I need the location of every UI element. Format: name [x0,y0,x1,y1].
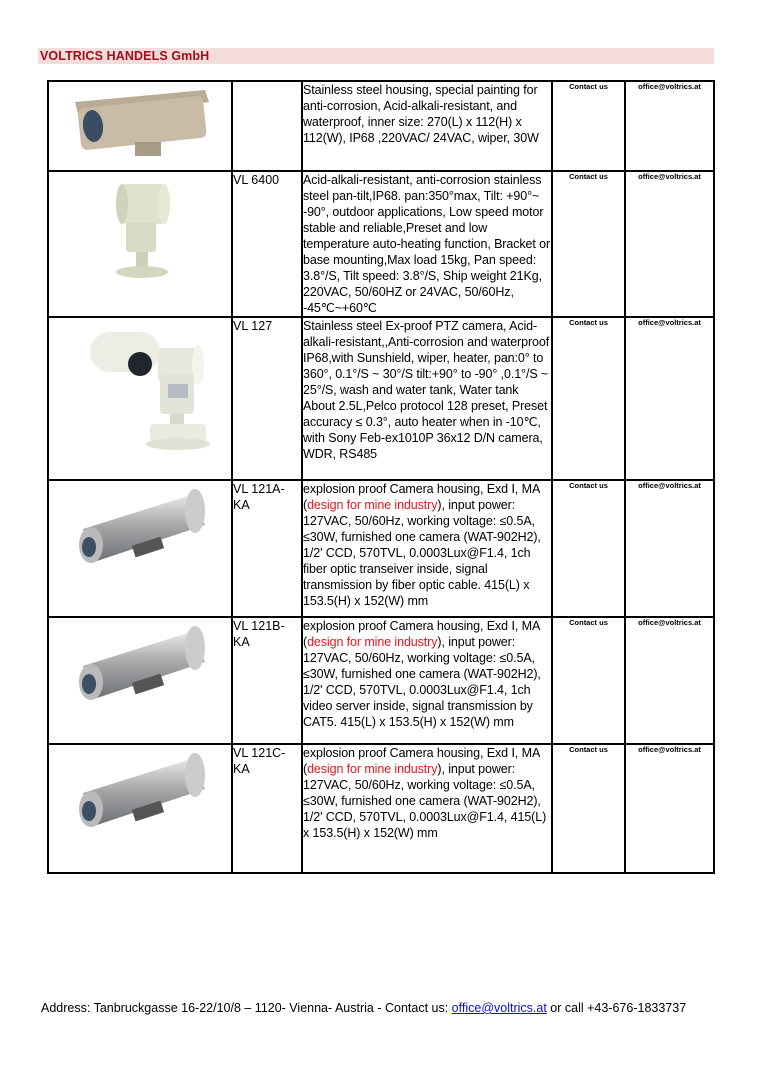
product-model-text: VL 121C-KA [233,746,286,776]
email-text: office@voltrics.at [638,745,701,754]
product-model [232,617,302,744]
footer-address [41,1001,686,1015]
product-row [48,81,714,171]
mine-industry-highlight: design for mine industry [307,762,438,776]
product-model [232,744,302,873]
product-model [232,171,302,317]
product-image-cell [48,617,232,744]
product-image-stainless-explosion-proof-housing [49,745,231,835]
product-row [48,317,714,480]
company-name: VOLTRICS HANDELS GmbH [40,49,210,63]
email-text: office@voltrics.at [638,618,701,627]
product-description [302,171,552,317]
email-cell [625,171,714,317]
contact-us-text: Contact us [569,172,608,181]
contact-us-cell [552,317,625,480]
contact-us-text: Contact us [569,745,608,754]
email-text: office@voltrics.at [638,318,701,327]
product-image-stainless-explosion-proof-housing [49,481,231,571]
contact-us-text: Contact us [569,481,608,490]
mine-industry-highlight: design for mine industry [307,498,438,512]
product-row [48,744,714,873]
contact-us-text: Contact us [569,618,608,627]
product-image-beige-camera-housing [49,82,231,162]
product-model-text: VL 121A-KA [233,482,285,512]
email-text: office@voltrics.at [638,172,701,181]
product-model-text: VL 121B-KA [233,619,285,649]
description-text: ), input power: 127VAC, 50/60Hz, working voltage: ≤0.5A, ≤30W, furnished one camera (WAT-902H2), 1/2' CCD, 570TVL, 0.0003Lux@F1.4, 1ch video server inside, signal transmission by CAT5. 415(L) x 153.5(H) x 152(W) mm [303,635,541,729]
product-row [48,617,714,744]
product-image-cell [48,171,232,317]
product-description [302,617,552,744]
contact-us-cell [552,480,625,617]
product-row [48,171,714,317]
contact-us-cell [552,744,625,873]
description-text: ), input power: 127VAC, 50/60Hz, working voltage: ≤0.5A, ≤30W, furnished one camera (WAT-902H2), 1/2' CCD, 570TVL, 0.0003Lux@F1.4, 415(L) x 153.5(H) x 152(W) mm [303,762,547,840]
description-text: Stainless steel Ex-proof PTZ camera, Acid-alkali-resistant,,Anti-corrosion and waterproof IP68,with Sunshield, wiper, heater, pan:0° to 360°, 0.1°/S ~ 30°/S tilt:+90° to -90° ,0.1°/S ~ 25°/S, wash and water tank, Water tank About 2.5L,Pelco protocol 128 preset, Preset accuracy ≤ 0.3°, auto heater when in -10℃, with Sony Feb-ex1010P 36x12 D/N camera, WDR, RS485 [303,319,550,461]
email-text: office@voltrics.at [638,82,701,91]
product-model [232,480,302,617]
product-description [302,317,552,480]
description-text: Acid-alkali-resistant, anti-corrosion stainless steel pan-tilt,IP68. pan:350°max, Tilt: +90°~ -90°, outdoor applications, Low speed motor stable and reliable,Preset and low temperature auto-heating function, Bracket or base mounting,Max load 15kg, Pan speed: 3.8°/S, Tilt speed: 3.8°/S, Ship weight 21Kg, 220VAC, 50/60HZ or 24VAC, 50/60Hz, -45℃~+60℃ [303,173,551,315]
contact-us-cell [552,81,625,171]
description-text: Stainless steel housing, special painting for anti-corrosion, Acid-alkali-resistant, and waterproof, inner size: 270(L) x 112(H) x 112(W), IP68 ,220VAC/ 24VAC, wiper, 30W [303,83,539,145]
description-text: explosion proof Camera housing, Exd Ⅰ, MA ( [303,619,540,649]
email-cell [625,744,714,873]
product-table [47,80,715,874]
contact-us-text: Contact us [569,318,608,327]
product-image-stainless-explosion-proof-housing [49,618,231,708]
product-image-cell [48,81,232,171]
email-cell [625,81,714,171]
footer-email-link[interactable]: office@voltrics.at [451,1001,547,1015]
description-text: explosion proof Camera housing, Exd Ⅰ, MA ( [303,482,540,512]
product-description [302,480,552,617]
product-model [232,317,302,480]
product-image-cell [48,480,232,617]
contact-us-text: Contact us [569,82,608,91]
description-text: explosion proof Camera housing, Exd Ⅰ, MA ( [303,746,540,776]
product-row [48,480,714,617]
email-text: office@voltrics.at [638,481,701,490]
email-cell [625,317,714,480]
product-description [302,81,552,171]
footer-address-text: Address: Tanbruckgasse 16-22/10/8 – 1120- Vienna- Austria - Contact us: [41,1001,452,1015]
contact-us-cell [552,171,625,317]
description-text: ), input power: 127VAC, 50/60Hz, working voltage: ≤0.5A, ≤30W, furnished one camera (WAT-902H2), 1/2' CCD, 570TVL, 0.0003Lux@F1.4, 1ch fiber optic transeiver inside, signal transmission by fiber optic cable. 415(L) x 153.5(H) x 152(W) mm [303,498,541,608]
company-header-bar [38,48,714,64]
product-model-text: VL 127 [233,319,273,333]
product-image-ptz-camera [49,318,231,458]
product-image-pan-tilt-unit [49,172,231,292]
product-image-cell [48,317,232,480]
product-image-cell [48,744,232,873]
email-cell [625,480,714,617]
contact-us-cell [552,617,625,744]
footer-call-text: or call +43-676-1833737 [546,1001,687,1015]
mine-industry-highlight: design for mine industry [307,635,438,649]
product-model [232,81,302,171]
email-cell [625,617,714,744]
product-model-text: VL 6400 [233,173,280,187]
product-description [302,744,552,873]
